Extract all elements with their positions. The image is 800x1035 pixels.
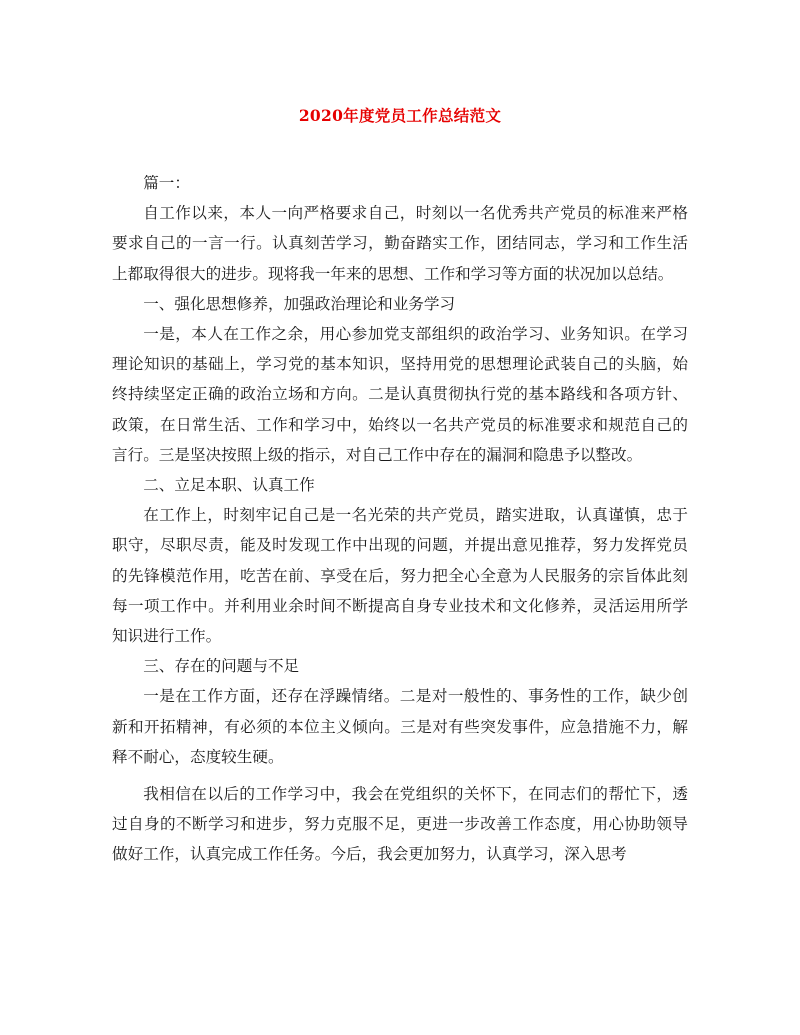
document-title: 2020年度党员工作总结范文: [298, 106, 502, 125]
paragraph-section-3: 一是在工作方面，还存在浮躁情绪。二是对一般性的、事务性的工作，缺少创新和开拓精神，有必须的本位主义倾向。三是对有些突发事件，应急措施不力，解释不耐心，态度较生硬。: [112, 687, 688, 766]
paragraph-intro: 自工作以来，本人一向严格要求自己，时刻以一名优秀共产党员的标准来严格要求自己的一言一行。认真刻苦学习，勤奋踏实工作，团结同志，学习和工作生活上都取得很大的进步。现将我一年来的思想、工作和学习等方面的状况加以总结。: [112, 204, 688, 283]
paragraph-closing: 我相信在以后的工作学习中，我会在党组织的关怀下，在同志们的帮忙下，透过自身的不断学习和进步，努力克服不足，更进一步改善工作态度，用心协助领导做好工作，认真完成工作任务。今后，我会更加努力，认真学习，深入思考: [112, 785, 688, 864]
document-body: [112, 168, 688, 870]
paragraph-section-1: 一是，本人在工作之余，用心参加党支部组织的政治学习、业务知识。在学习理论知识的基础上，学习党的基本知识，坚持用党的思想理论武装自己的头脑，始终持续坚定正确的政治立场和方向。二是认真贯彻执行党的基本路线和各项方针、政策，在日常生活、工作和学习中，始终以一名共产党员的标准要求和规范自己的言行。三是坚决按照上级的指示，对自己工作中存在的漏洞和隐患予以整改。: [112, 325, 688, 464]
heading-section-3: 三、存在的问题与不足: [143, 657, 300, 676]
heading-section-1: 一、强化思想修养，加强政治理论和业务学习: [143, 294, 456, 313]
paragraph-section-2: 在工作上，时刻牢记自己是一名光荣的共产党员，踏实进取，认真谨慎，忠于职守，尽职尽责，能及时发现工作中出现的问题，并提出意见推荐，努力发挥党员的先锋模范作用，吃苦在前、享受在后，努力把全心全意为人民服务的宗旨体此刻每一项工作中。并利用业余时间不断提高自身专业技术和文化修养，灵活运用所学知识进行工作。: [112, 506, 688, 646]
section-label: 篇一：: [143, 174, 190, 192]
heading-section-2: 二、立足本职、认真工作: [143, 476, 315, 495]
